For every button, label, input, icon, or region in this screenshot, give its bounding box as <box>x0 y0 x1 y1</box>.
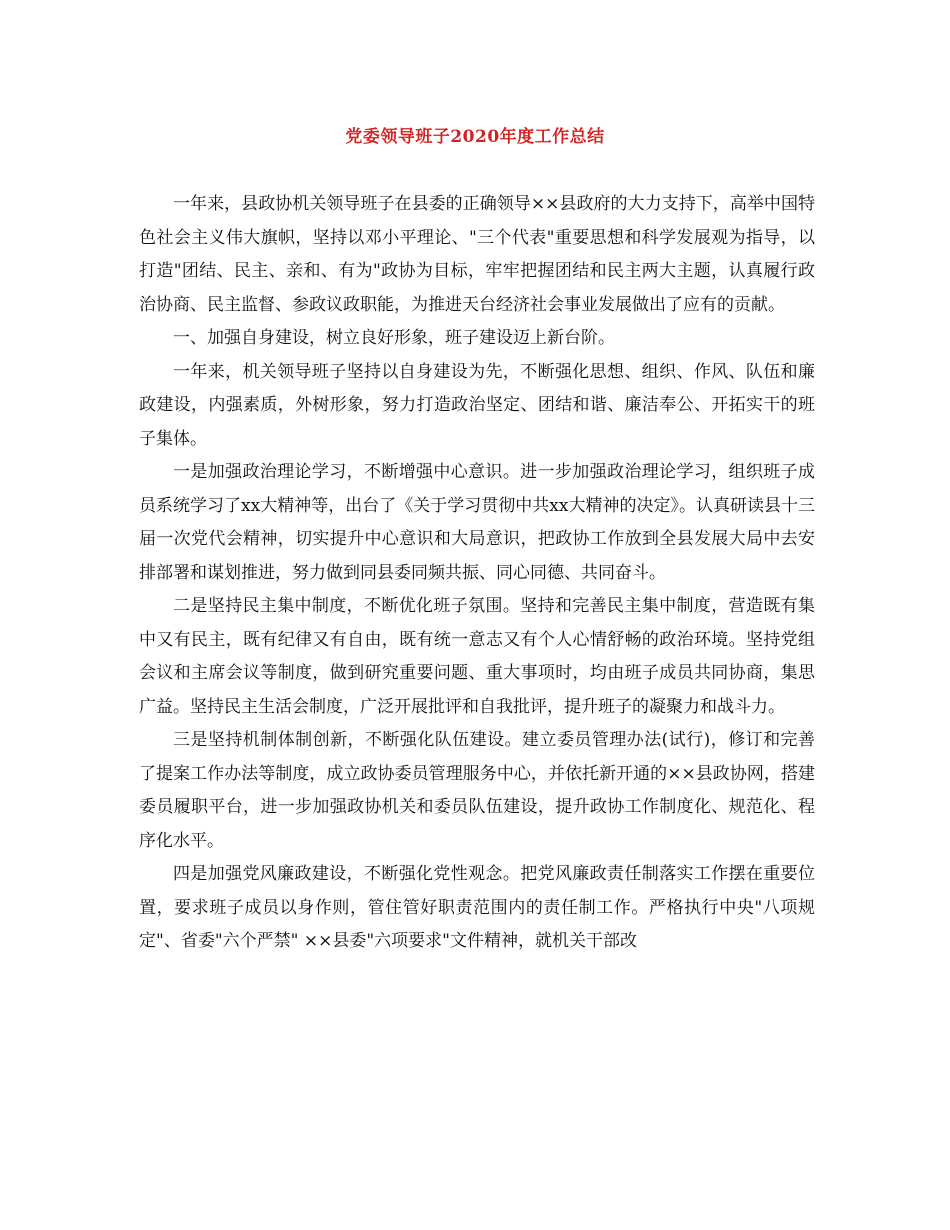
paragraph-mechanism-innovation: 三是坚持机制体制创新，不断强化队伍建设。建立委员管理办法(试行)，修订和完善了提案工作办法等制度，成立政协委员管理服务中心，并依托新开通的××县政协网，搭建委员履职平台，进一步加强政协机关和委员队伍建设，提升政协工作制度化、规范化、程序化水平。 <box>139 730 815 851</box>
document-body <box>139 188 815 959</box>
paragraph-self-building: 一年来，机关领导班子坚持以自身建设为先，不断强化思想、组织、作风、队伍和廉政建设，内强素质，外树形象，努力打造政治坚定、团结和谐、廉洁奉公、开拓实干的班子集体。 <box>139 361 815 449</box>
paragraph-democratic-centralism: 二是坚持民主集中制度，不断优化班子氛围。坚持和完善民主集中制度，营造既有集中又有民主，既有纪律又有自由，既有统一意志又有个人心情舒畅的政治环境。坚持党组会议和主席会议等制度，做到研究重要问题、重大事项时，均由班子成员共同协商，集思广益。坚持民主生活会制度，广泛开展批评和自我批评，提升班子的凝聚力和战斗力。 <box>139 596 815 717</box>
document-title: 党委领导班子2020年度工作总结 <box>345 127 605 147</box>
paragraph-theory-study: 一是加强政治理论学习，不断增强中心意识。进一步加强政治理论学习，组织班子成员系统学习了xx大精神等，出台了《关于学习贯彻中共xx大精神的决定》。认真研读县十三届一次党代会精神，切实提升中心意识和大局意识，把政协工作放到全县发展大局中去安排部署和谋划推进，努力做到同县委同频共振、同心同德、共同奋斗。 <box>139 462 815 583</box>
section-heading-1: 一、加强自身建设，树立良好形象，班子建设迈上新台阶。 <box>173 328 615 348</box>
paragraph-party-conduct: 四是加强党风廉政建设，不断强化党性观念。把党风廉政责任制落实工作摆在重要位置，要求班子成员以身作则，管住管好职责范围内的责任制工作。严格执行中央"八项规定"、省委"六个严禁" ××县委"六项要求"文件精神，就机关干部改 <box>139 864 815 951</box>
paragraph-intro: 一年来，县政协机关领导班子在县委的正确领导××县政府的大力支持下，高举中国特色社会主义伟大旗帜，坚持以邓小平理论、"三个代表"重要思想和科学发展观为指导，以打造"团结、民主、亲和、有为"政协为目标，牢牢把握团结和民主两大主题，认真履行政治协商、民主监督、参政议政职能，为推进天台经济社会事业发展做出了应有的贡献。 <box>139 194 815 315</box>
